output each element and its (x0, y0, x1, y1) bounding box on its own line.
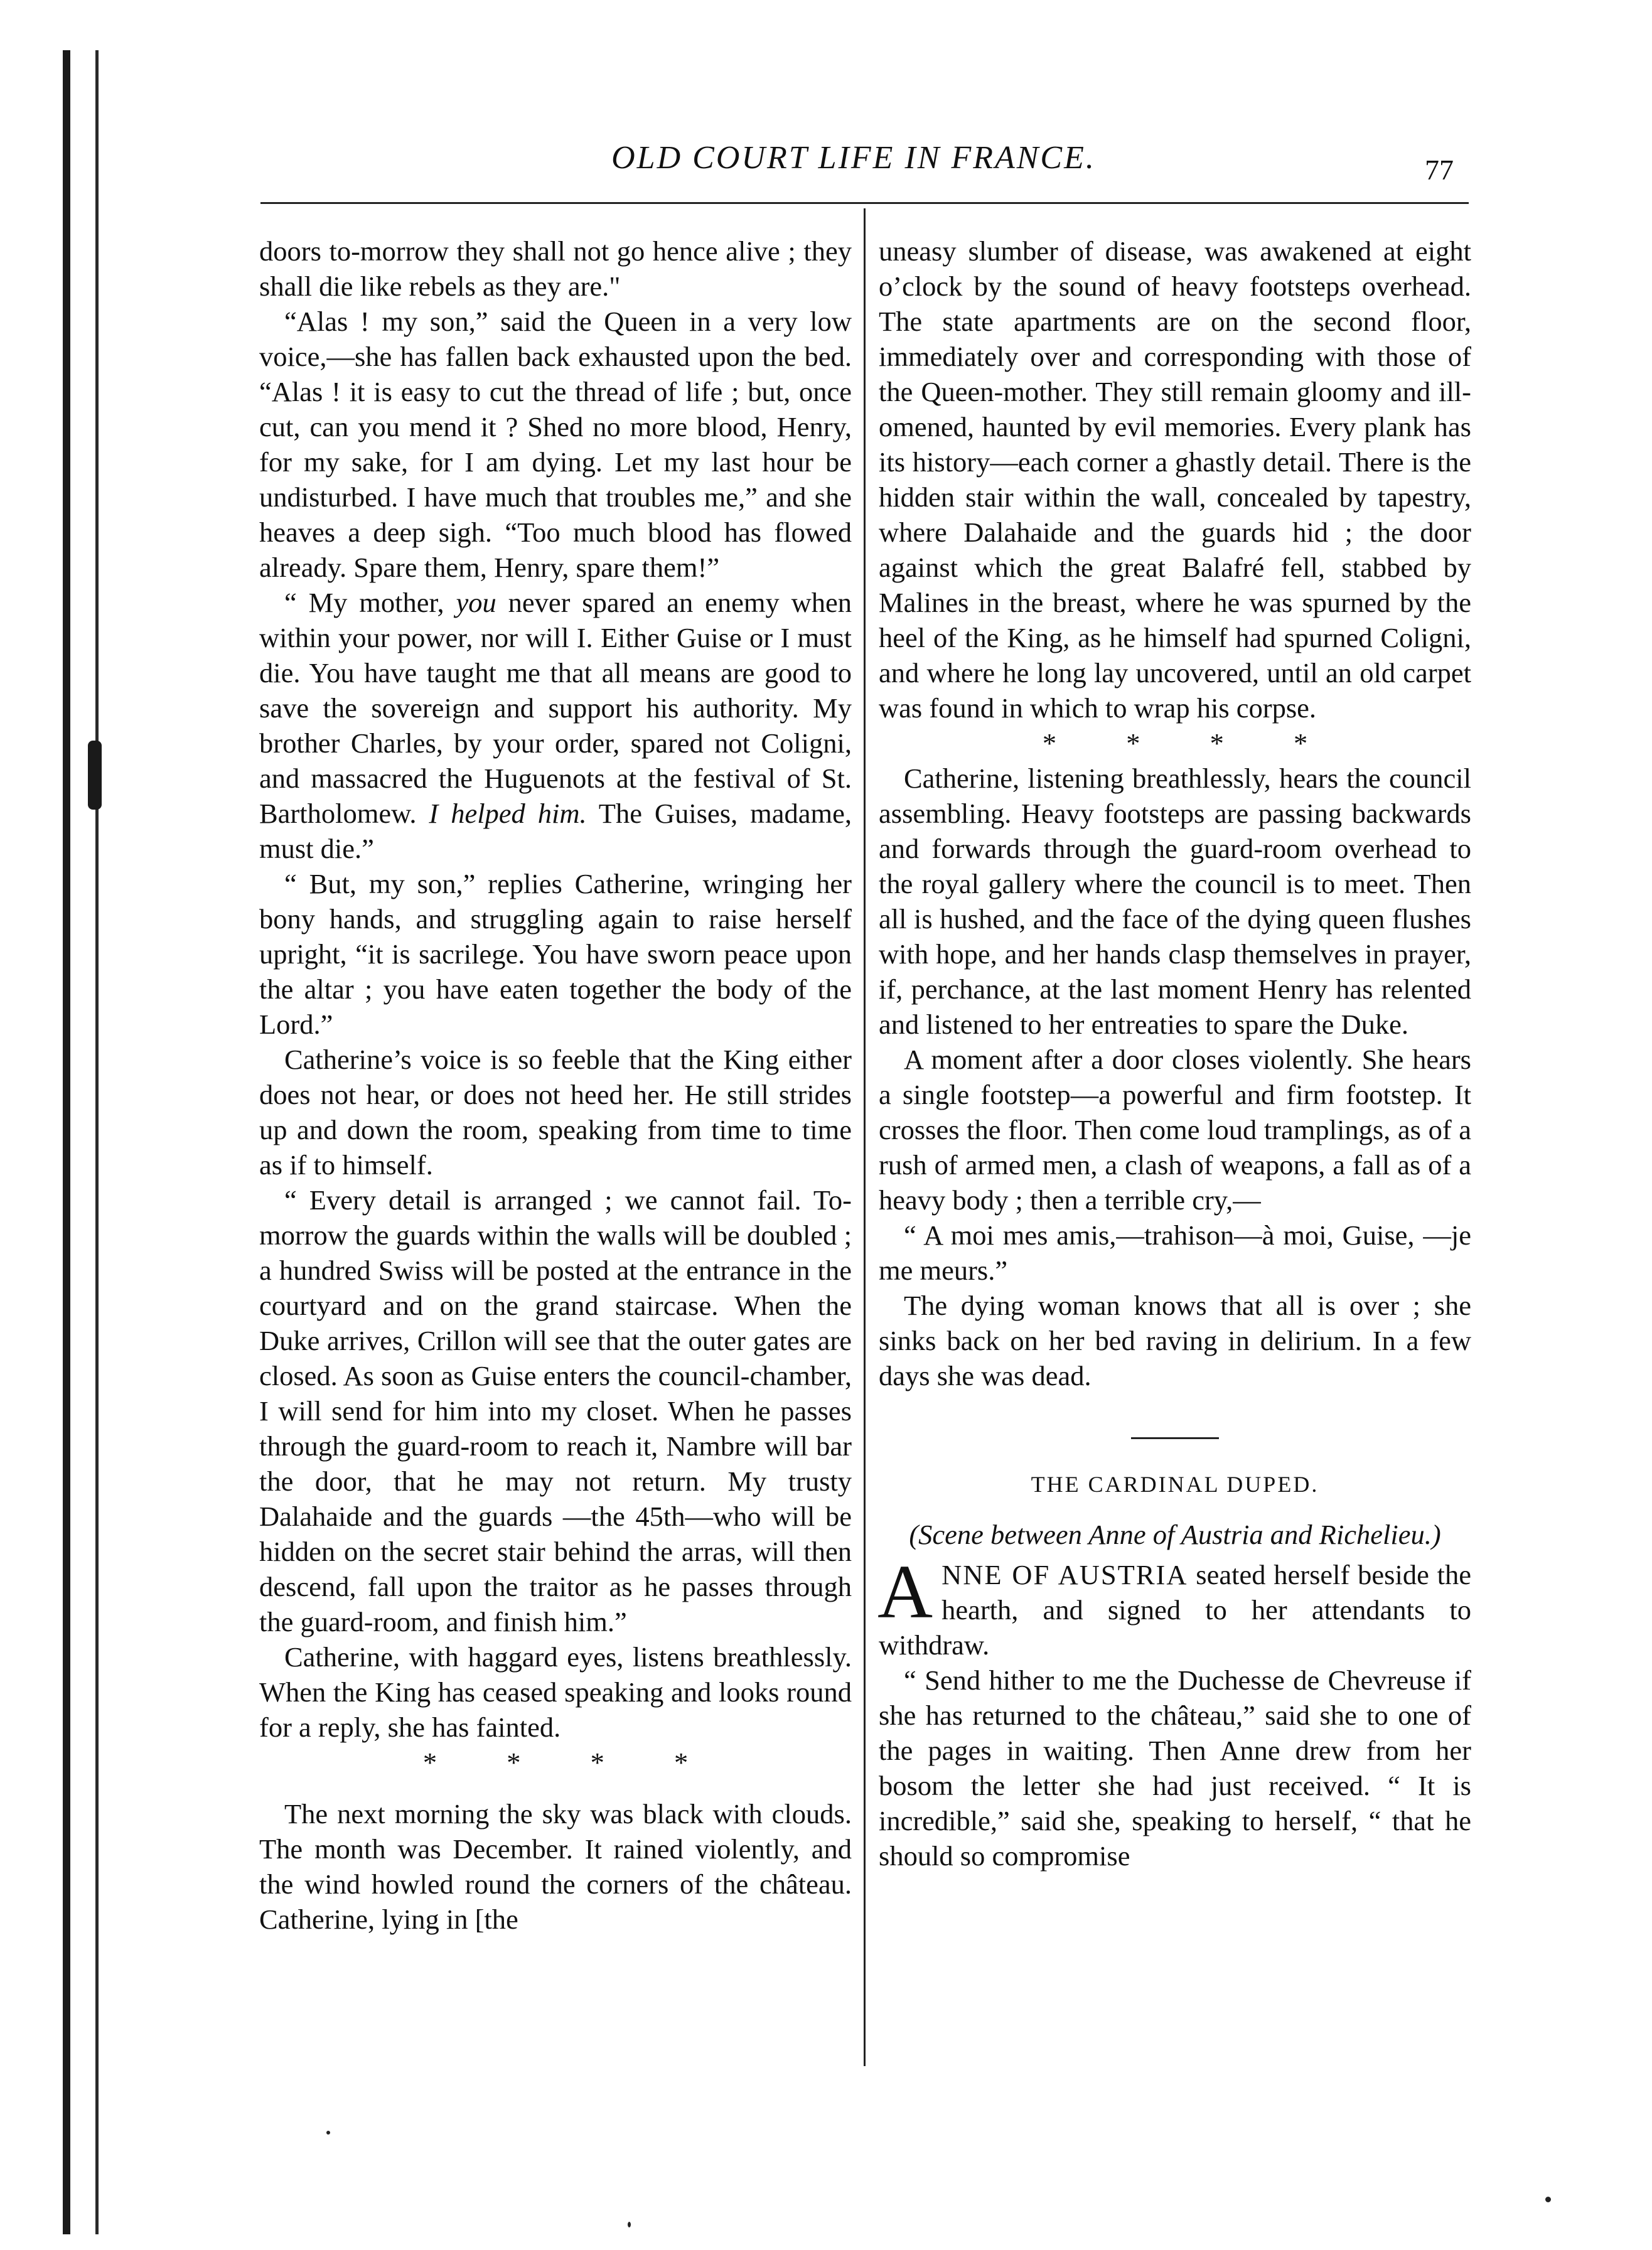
column-divider (864, 208, 866, 2066)
section-title: THE CARDINAL DUPED. (1031, 1472, 1319, 1497)
lead-in-caps: NNE OF AUSTRIA (941, 1559, 1188, 1590)
section-rule (1131, 1437, 1219, 1439)
scan-speck (1545, 2197, 1551, 2202)
emphasis: you (456, 587, 496, 618)
header-rule (260, 202, 1469, 204)
text-run: The Guises, madame, must die.” (259, 798, 852, 864)
paragraph: The next morning the sky was black with clouds. The month was December. It rained violently, and the wind howled round the corners of the château. Catherine, lying in [the (259, 1798, 852, 1935)
paragraph: “ But, my son,” replies Catherine, wringing her bony hands, and struggling again to raise herself upright, “it is sacrilege. You have sworn peace upon the altar ; you have eaten together the body of the Lord.” (259, 868, 852, 1040)
paragraph: Catherine, listening breathlessly, hears the council assembling. Heavy footsteps are passing backwards and forwards through the guard-room overhead to the royal gallery where the council is to meet. Then all is hushed, and the face of the dying queen flushes with hope, and her hands clasp themselves in prayer, if, perchance, at the last moment Henry has relented and listened to her entreaties to spare the Duke. (879, 763, 1471, 1040)
paragraph: “ Send hither to me the Duchesse de Chevreuse if she has returned to the château,” said she to one of the pages in waiting. Then Anne drew from her bosom the letter she had just received. “ It is incredible,” said she, speaking to herself, “ that he should so compromise (879, 1664, 1471, 1872)
paragraph: A moment after a door closes violently. She hears a single footstep—a powerful and firm footstep. It crosses the floor. Then come loud tramplings, as of a rush of armed men, a clash of weapons, a fall as of a heavy body ; then a terrible cry,— (879, 1044, 1471, 1216)
scan-speck (326, 2131, 330, 2135)
page-edge-shadow (63, 50, 70, 2234)
paragraph: uneasy slumber of disease, was awakened at eight o’clock by the sound of heavy footsteps overhead. The state apartments are on the second floor, immediately over and corresponding with those of the Queen-mother. They still remain gloomy and ill-omened, haunted by evil memories. Every plank has its history—each corner a ghastly detail. There is the hidden stair within the wall, concealed by tapestry, where Dalahaide and the guards hid ; the door against which the great Balafré fell, stabbed by Malines in the breast, where he was spurned by the heel of the King, as he himself had spurned Coligni, and where he long lay uncovered, until an old carpet was found in which to wrap his corpse. (879, 235, 1471, 724)
section-break-asterisks: * * * * (422, 1747, 689, 1778)
paragraph (259, 585, 852, 866)
paragraph: “ A moi mes amis,—trahison—à moi, Guise, —je me meurs.” (879, 1219, 1471, 1286)
page-number: 77 (1425, 154, 1454, 186)
scene-note: (Scene between Anne of Austria and Richelieu.) (909, 1519, 1441, 1550)
paragraph: The dying woman knows that all is over ; she sinks back on her bed raving in delirium. In a few days she was dead. (879, 1290, 1471, 1391)
scan-speck (628, 2222, 631, 2227)
text-run: never spared an enemy when within your power, nor will I. Either Guise or I must die. You have taught me that all means are good to save the sovereign and support his authority. My brother Charles, by your order, spared not Coligni, and massacred the Huguenots at the festival of St. Bartholomew. (259, 587, 852, 829)
paragraph: doors to-morrow they shall not go hence alive ; they shall die like rebels as they are." (259, 235, 852, 302)
text-run: seated herself beside the hearth, and signed to her attendants to withdraw. (879, 1559, 1471, 1661)
section-break-asterisks: * * * * (1042, 727, 1308, 759)
running-header-title: OLD COURT LIFE IN FRANCE. (611, 140, 1096, 176)
paragraph: “Alas ! my son,” said the Queen in a very low voice,—she has fallen back exhausted upon the bed. “Alas ! it is easy to cut the thread of life ; but, once cut, can you mend it ? Shed no more blood, Henry, for my sake, for I am dying. Let my last hour be undisturbed. I have much that troubles me,” and she heaves a deep sigh. “Too much blood has flowed already. Spare them, Henry, spare them!” (259, 306, 852, 583)
drop-cap: A (877, 1550, 933, 1634)
right-column (879, 233, 1471, 1873)
page-edge-mark (88, 741, 102, 810)
paragraph: “ Every detail is arranged ; we cannot fail. To-morrow the guards within the walls will be doubled ; a hundred Swiss will be posted at the entrance in the courtyard and on the grand staircase. When the Duke arrives, Crillon will see that the outer gates are closed. As soon as Guise enters the council-chamber, I will send for him into my closet. When he passes through the guard-room to reach it, Nambre will bar the door, that he may not return. My trusty Dalahaide and the guards —the 45th—who will be hidden on the secret stair behind the arras, will then descend, fall upon the traitor as he passes through the guard-room, and finish him.” (259, 1184, 852, 1637)
left-column (259, 233, 852, 1937)
emphasis: I helped him. (429, 798, 587, 829)
paragraph: Catherine, with haggard eyes, listens breathlessly. When the King has ceased speaking and looks round for a reply, she has fainted. (259, 1641, 852, 1743)
text-run: “ My mother, (284, 587, 456, 618)
paragraph: Catherine’s voice is so feeble that the King either does not hear, or does not heed her. He still strides up and down the room, speaking from time to time as if to himself. (259, 1044, 852, 1181)
page-edge-line (95, 50, 99, 2234)
paragraph (877, 1550, 1471, 1663)
